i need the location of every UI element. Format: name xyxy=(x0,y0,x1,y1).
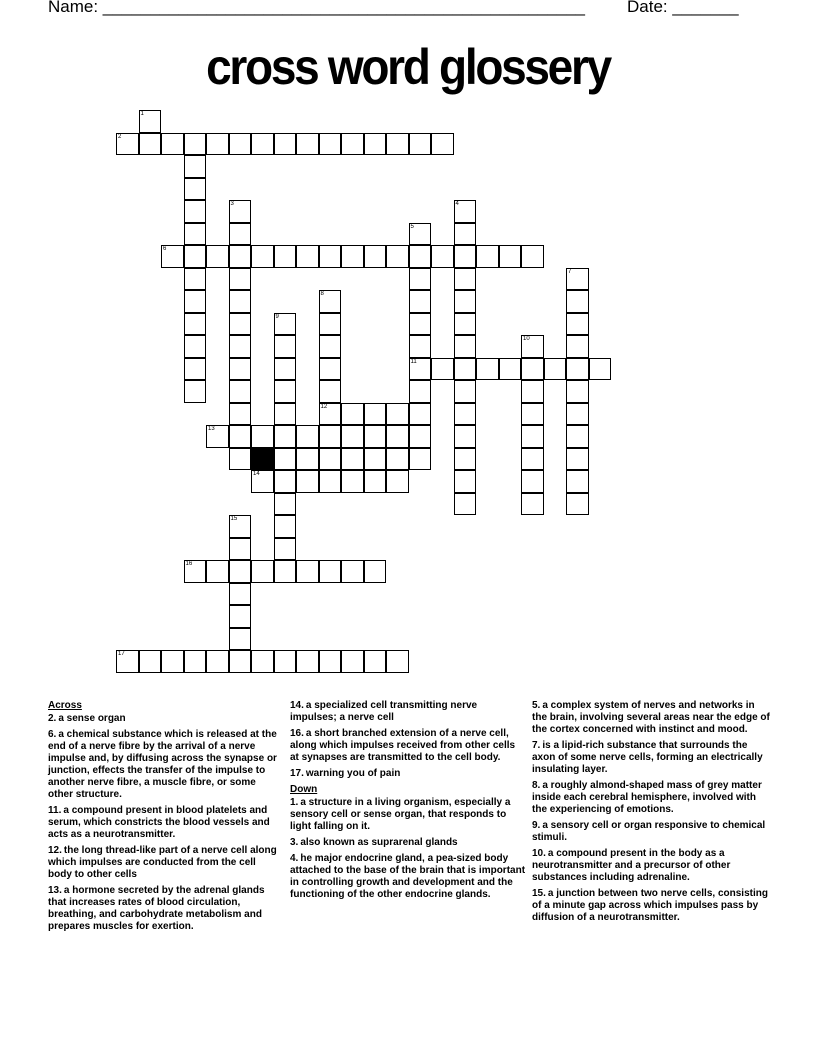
crossword-cell[interactable] xyxy=(139,133,162,156)
clue-text: is a lipid-rich substance that surrounds the axon of some nerve cells, forming an electrically insulating layer. xyxy=(532,740,763,775)
crossword-cell[interactable] xyxy=(566,403,589,426)
crossword-cell[interactable] xyxy=(319,290,342,313)
crossword-cell[interactable] xyxy=(499,245,522,268)
crossword-cell[interactable] xyxy=(454,290,477,313)
crossword-cell[interactable] xyxy=(476,245,499,268)
clue-number: 13. xyxy=(48,885,62,896)
crossword-cell[interactable] xyxy=(341,425,364,448)
crossword-cell[interactable] xyxy=(521,403,544,426)
clue-text: a complex system of nerves and networks in the brain, involving several areas near the edge of the cortex concerned with instinct and mood. xyxy=(532,700,770,735)
crossword-cell[interactable] xyxy=(116,133,139,156)
crossword-cell[interactable] xyxy=(251,560,274,583)
crossword-cell[interactable] xyxy=(319,380,342,403)
crossword-cell[interactable] xyxy=(184,650,207,673)
crossword-cell[interactable] xyxy=(184,380,207,403)
crossword-black-cell xyxy=(251,448,274,471)
crossword-cell[interactable] xyxy=(521,425,544,448)
clue-text: a sensory cell or organ responsive to chemical stimuli. xyxy=(532,820,766,843)
crossword-cell[interactable] xyxy=(386,403,409,426)
crossword-cell[interactable] xyxy=(319,245,342,268)
clue-text: a junction between two nerve cells, consisting of a minute gap across which impulses pass by diffusion of a neurotransmitter. xyxy=(532,888,768,923)
crossword-cell[interactable] xyxy=(206,425,229,448)
crossword-cell[interactable] xyxy=(454,223,477,246)
crossword-cell[interactable] xyxy=(296,560,319,583)
crossword-cell[interactable] xyxy=(341,245,364,268)
crossword-cell[interactable] xyxy=(229,290,252,313)
crossword-cell[interactable] xyxy=(184,358,207,381)
cell-number: 4 xyxy=(455,201,459,207)
crossword-cell[interactable] xyxy=(386,245,409,268)
date-field-label: Date: _______ xyxy=(627,0,739,16)
crossword-cell[interactable] xyxy=(386,425,409,448)
crossword-cell[interactable] xyxy=(521,335,544,358)
crossword-cell[interactable] xyxy=(274,538,297,561)
cell-number: 16 xyxy=(185,561,193,567)
crossword-cell[interactable] xyxy=(229,538,252,561)
clue-text: a structure in a living organism, especially a sensory cell or sense organ, that responds to light falling on it. xyxy=(290,797,511,832)
crossword-cell[interactable] xyxy=(521,358,544,381)
crossword-cell[interactable] xyxy=(454,313,477,336)
clue-text: also known as suprarenal glands xyxy=(300,837,458,848)
crossword-cell[interactable] xyxy=(274,358,297,381)
crossword-cell[interactable] xyxy=(409,223,432,246)
crossword-cell[interactable] xyxy=(431,133,454,156)
crossword-cell[interactable] xyxy=(229,425,252,448)
across-clue xyxy=(290,700,526,724)
crossword-cell[interactable] xyxy=(341,650,364,673)
crossword-cell[interactable] xyxy=(364,650,387,673)
crossword-cell[interactable] xyxy=(229,245,252,268)
crossword-cell[interactable] xyxy=(589,358,612,381)
crossword-cell[interactable] xyxy=(274,515,297,538)
cell-number: 2 xyxy=(118,133,122,140)
cell-number: 5 xyxy=(410,223,414,230)
crossword-cell[interactable] xyxy=(409,335,432,358)
clue-number: 17. xyxy=(290,768,304,779)
crossword-cell[interactable] xyxy=(319,560,342,583)
crossword-cell[interactable] xyxy=(251,425,274,448)
crossword-cell[interactable] xyxy=(409,403,432,426)
crossword-cell[interactable] xyxy=(319,133,342,156)
crossword-cell[interactable] xyxy=(454,245,477,268)
clue-number: 8. xyxy=(532,780,541,791)
crossword-cell[interactable] xyxy=(206,560,229,583)
clue-text: a compound present in the body as a neurotransmitter and a precursor of other substances including adrenaline. xyxy=(532,848,731,883)
crossword-cell[interactable] xyxy=(521,448,544,471)
crossword-cell[interactable] xyxy=(274,403,297,426)
crossword-cell[interactable] xyxy=(431,245,454,268)
crossword-cell[interactable] xyxy=(184,560,207,583)
crossword-cell[interactable] xyxy=(274,448,297,471)
clues-column-3 xyxy=(532,700,770,928)
crossword-cell[interactable] xyxy=(161,133,184,156)
clue-number: 10. xyxy=(532,848,546,859)
crossword-cell[interactable] xyxy=(364,470,387,493)
crossword-cell[interactable] xyxy=(341,133,364,156)
cell-number: 17 xyxy=(118,651,125,657)
across-clue xyxy=(48,729,280,801)
crossword-cell[interactable] xyxy=(566,425,589,448)
clue-text: the long thread-like part of a nerve cell along which impulses are conducted from the cell body to other cells xyxy=(48,845,277,880)
crossword-cell[interactable] xyxy=(319,403,342,426)
crossword-cell[interactable] xyxy=(184,200,207,223)
down-clue xyxy=(290,853,526,901)
cell-number: 8 xyxy=(320,291,324,297)
crossword-cell[interactable] xyxy=(251,650,274,673)
crossword-cell[interactable] xyxy=(229,448,252,471)
crossword-cell[interactable] xyxy=(139,110,162,133)
crossword-cell[interactable] xyxy=(499,358,522,381)
crossword-cell[interactable] xyxy=(251,245,274,268)
crossword-cell[interactable] xyxy=(184,268,207,291)
crossword-cell[interactable] xyxy=(229,133,252,156)
clue-number: 5. xyxy=(532,700,541,711)
across-clue xyxy=(290,768,526,780)
crossword-cell[interactable] xyxy=(431,358,454,381)
crossword-cell[interactable] xyxy=(566,313,589,336)
crossword-cell[interactable] xyxy=(409,290,432,313)
clues-column-2 xyxy=(290,700,526,905)
crossword-cell[interactable] xyxy=(229,335,252,358)
down-clue xyxy=(532,888,770,924)
crossword-cell[interactable] xyxy=(566,470,589,493)
crossword-cell[interactable] xyxy=(229,628,252,651)
crossword-cell[interactable] xyxy=(319,425,342,448)
crossword-cell[interactable] xyxy=(364,448,387,471)
cell-number: 14 xyxy=(253,471,260,477)
crossword-cell[interactable] xyxy=(206,650,229,673)
crossword-cell[interactable] xyxy=(521,493,544,516)
crossword-cell[interactable] xyxy=(364,560,387,583)
crossword-cell[interactable] xyxy=(341,448,364,471)
crossword-cell[interactable] xyxy=(566,290,589,313)
crossword-cell[interactable] xyxy=(521,470,544,493)
crossword-cell[interactable] xyxy=(161,650,184,673)
crossword-cell[interactable] xyxy=(409,425,432,448)
clue-text: a sense organ xyxy=(58,713,126,724)
crossword-cell[interactable] xyxy=(229,313,252,336)
clue-text: a chemical substance which is released at the end of a nerve fibre by the arrival of a nerve impulse and, by diffusing across the synapse or junction, effects the transfer of the impulse to another nerve fibre, a muscle fibre, or some other structure. xyxy=(48,729,277,800)
crossword-cell[interactable] xyxy=(521,380,544,403)
clue-number: 16. xyxy=(290,728,304,739)
down-clue xyxy=(290,837,526,849)
crossword-cell[interactable] xyxy=(139,650,162,673)
crossword-cell[interactable] xyxy=(274,335,297,358)
crossword-cell[interactable] xyxy=(454,358,477,381)
crossword-cell[interactable] xyxy=(476,358,499,381)
clue-number: 12. xyxy=(48,845,62,856)
across-clue xyxy=(48,713,280,725)
clue-text: a short branched extension of a nerve cell, along which impulses received from other cells at synapses are transmitted to the cell body. xyxy=(290,728,516,763)
crossword-cell[interactable] xyxy=(184,155,207,178)
clues-column-1 xyxy=(48,700,280,937)
crossword-cell[interactable] xyxy=(296,133,319,156)
page-title: cross word glossery xyxy=(206,39,610,95)
cell-number: 9 xyxy=(275,313,279,320)
crossword-cell[interactable] xyxy=(274,425,297,448)
crossword-cell[interactable] xyxy=(454,493,477,516)
down-heading: Down xyxy=(290,784,318,795)
crossword-cell[interactable] xyxy=(229,605,252,628)
crossword-cell[interactable] xyxy=(409,245,432,268)
name-field-label: Name: ___________________________________________________ xyxy=(48,0,585,16)
crossword-cell[interactable] xyxy=(566,335,589,358)
clue-text: a hormone secreted by the adrenal glands that increases rates of blood circulation, breathing, and carbohydrate metabolism and prepares muscles for exertion. xyxy=(48,885,265,932)
crossword-cell[interactable] xyxy=(521,245,544,268)
crossword-cell[interactable] xyxy=(386,470,409,493)
clue-number: 7. xyxy=(532,740,541,751)
crossword-cell[interactable] xyxy=(341,403,364,426)
crossword-cell[interactable] xyxy=(409,133,432,156)
crossword-cell[interactable] xyxy=(454,268,477,291)
crossword-cell[interactable] xyxy=(229,268,252,291)
clue-text: warning you of pain xyxy=(305,768,401,779)
cell-number: 15 xyxy=(230,516,238,522)
crossword-cell[interactable] xyxy=(341,560,364,583)
crossword-cell[interactable] xyxy=(184,133,207,156)
crossword-cell[interactable] xyxy=(544,358,567,381)
crossword-cell[interactable] xyxy=(409,448,432,471)
crossword-cell[interactable] xyxy=(341,470,364,493)
crossword-cell[interactable] xyxy=(364,425,387,448)
crossword-cell[interactable] xyxy=(229,223,252,246)
crossword-cell[interactable] xyxy=(229,583,252,606)
crossword-cell[interactable] xyxy=(206,133,229,156)
clue-text: a roughly almond-shaped mass of grey matter inside each cerebral hemisphere, involved with the experiencing of emotions. xyxy=(532,780,762,815)
crossword-cell[interactable] xyxy=(409,268,432,291)
crossword-cell[interactable] xyxy=(296,470,319,493)
crossword-cell[interactable] xyxy=(454,200,477,223)
crossword-cell[interactable] xyxy=(454,448,477,471)
down-clue xyxy=(290,797,526,833)
crossword-cell[interactable] xyxy=(274,560,297,583)
crossword-cell[interactable] xyxy=(319,313,342,336)
crossword-cell[interactable] xyxy=(409,313,432,336)
crossword-cell[interactable] xyxy=(364,403,387,426)
clue-text: he major endocrine gland, a pea-sized body attached to the base of the brain that is important in controlling growth and development and the functioning of the other endocrine glands. xyxy=(290,853,526,900)
crossword-cell[interactable] xyxy=(409,380,432,403)
cell-number: 13 xyxy=(208,426,215,432)
down-clue xyxy=(532,740,770,776)
crossword-cell[interactable] xyxy=(184,290,207,313)
across-clue xyxy=(48,845,280,881)
clue-number: 4. xyxy=(290,853,299,864)
crossword-cell[interactable] xyxy=(274,245,297,268)
crossword-cell[interactable] xyxy=(274,313,297,336)
crossword-cell[interactable] xyxy=(229,380,252,403)
across-clue xyxy=(48,805,280,841)
clue-text: a compound present in blood platelets and serum, which constricts the blood vessels and acts as a neurotransmitter. xyxy=(48,805,270,840)
crossword-cell[interactable] xyxy=(229,403,252,426)
crossword-cell[interactable] xyxy=(296,448,319,471)
crossword-cell[interactable] xyxy=(566,268,589,291)
crossword-cell[interactable] xyxy=(274,380,297,403)
across-clue xyxy=(290,728,526,764)
crossword-cell[interactable] xyxy=(184,178,207,201)
crossword-cell[interactable] xyxy=(251,133,274,156)
crossword-cell[interactable] xyxy=(229,358,252,381)
clue-number: 14. xyxy=(290,700,304,711)
cell-number: 6 xyxy=(163,246,167,252)
down-clue xyxy=(532,780,770,816)
crossword-cell[interactable] xyxy=(319,335,342,358)
crossword-cell[interactable] xyxy=(566,493,589,516)
crossword-cell[interactable] xyxy=(386,133,409,156)
crossword-cell[interactable] xyxy=(454,425,477,448)
crossword-cell[interactable] xyxy=(454,403,477,426)
crossword-cell[interactable] xyxy=(184,223,207,246)
clue-number: 2. xyxy=(48,713,57,724)
across-heading: Across xyxy=(48,700,82,711)
crossword-cell[interactable] xyxy=(296,650,319,673)
down-clue xyxy=(532,820,770,844)
crossword-cell[interactable] xyxy=(251,470,274,493)
crossword-cell[interactable] xyxy=(386,650,409,673)
clue-number: 9. xyxy=(532,820,541,831)
clue-number: 15. xyxy=(532,888,546,899)
crossword-cell[interactable] xyxy=(409,358,432,381)
crossword-cell[interactable] xyxy=(274,133,297,156)
crossword-cell[interactable] xyxy=(454,335,477,358)
crossword-cell[interactable] xyxy=(184,245,207,268)
clue-text: a specialized cell transmitting nerve impulses; a nerve cell xyxy=(290,700,478,723)
crossword-cell[interactable] xyxy=(296,425,319,448)
crossword-cell[interactable] xyxy=(274,493,297,516)
crossword-cell[interactable] xyxy=(206,245,229,268)
crossword-cell[interactable] xyxy=(566,380,589,403)
down-clue xyxy=(532,848,770,884)
crossword-cell[interactable] xyxy=(454,380,477,403)
down-clue xyxy=(532,700,770,736)
crossword-cell[interactable] xyxy=(566,358,589,381)
clue-number: 1. xyxy=(290,797,299,808)
crossword-cell[interactable] xyxy=(296,245,319,268)
cell-number: 11 xyxy=(410,358,417,365)
crossword-cell[interactable] xyxy=(229,200,252,223)
cell-number: 10 xyxy=(523,336,530,342)
cell-number: 1 xyxy=(140,111,144,117)
clue-number: 6. xyxy=(48,729,57,740)
cell-number: 3 xyxy=(230,201,234,207)
crossword-cell[interactable] xyxy=(319,448,342,471)
crossword-cell[interactable] xyxy=(274,650,297,673)
crossword-cell[interactable] xyxy=(184,335,207,358)
crossword-cell[interactable] xyxy=(229,560,252,583)
crossword-cell[interactable] xyxy=(454,470,477,493)
crossword-cell[interactable] xyxy=(319,358,342,381)
crossword-cell[interactable] xyxy=(364,133,387,156)
crossword-cell[interactable] xyxy=(161,245,184,268)
clue-number: 11. xyxy=(48,805,62,816)
crossword-cell[interactable] xyxy=(566,448,589,471)
crossword-cell[interactable] xyxy=(319,650,342,673)
crossword-cell[interactable] xyxy=(274,470,297,493)
clue-number: 3. xyxy=(290,837,299,848)
crossword-cell[interactable] xyxy=(116,650,139,673)
crossword-cell[interactable] xyxy=(386,448,409,471)
crossword-cell[interactable] xyxy=(319,470,342,493)
crossword-cell[interactable] xyxy=(229,650,252,673)
cell-number: 12 xyxy=(320,403,328,410)
crossword-cell[interactable] xyxy=(229,515,252,538)
crossword-cell[interactable] xyxy=(364,245,387,268)
across-clue xyxy=(48,885,280,933)
crossword-cell[interactable] xyxy=(184,313,207,336)
cell-number: 7 xyxy=(568,268,572,275)
